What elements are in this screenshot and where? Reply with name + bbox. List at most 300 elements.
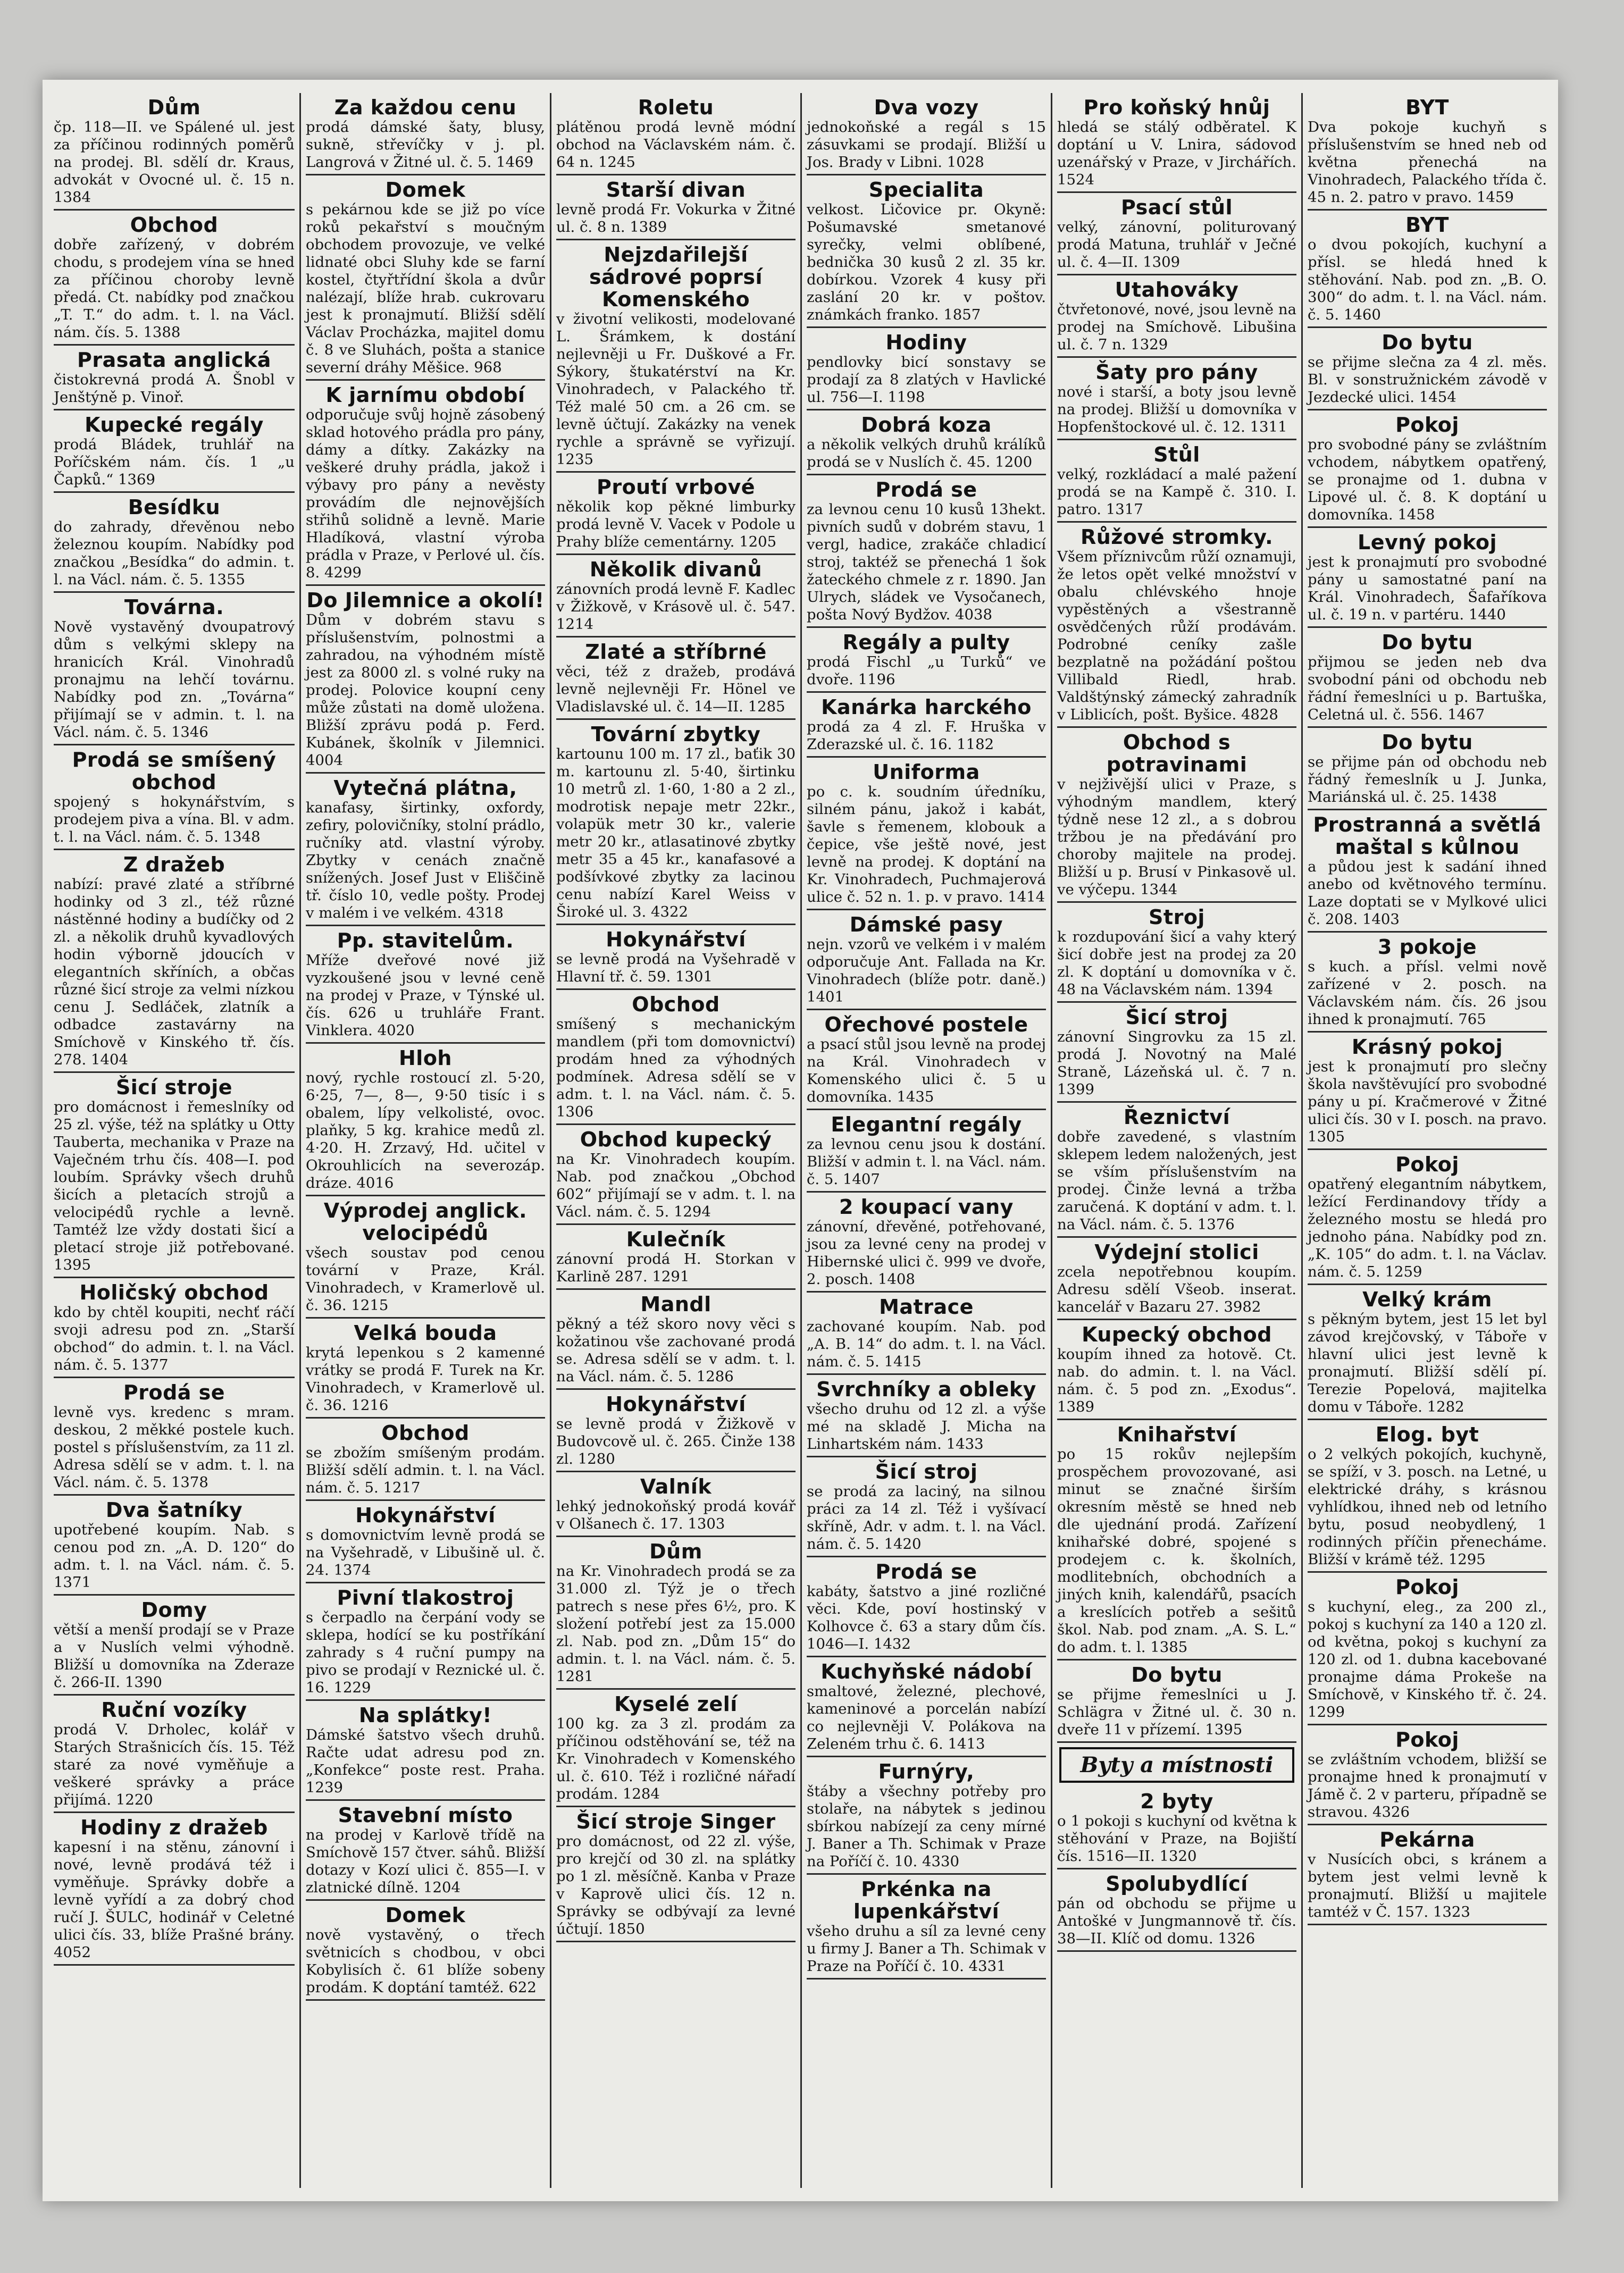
ad-text: za levnou cenu jsou k dostání. Bližší v admin t. l. na Václ. nám. č. 5. 1407 [807,1136,1046,1188]
classified-ad [1308,1725,1547,1825]
ad-text: zcela nepotřebnou koupím. Adresu sdělí Všeob. inserat. kancelář v Bazaru 27. 3982 [1057,1263,1296,1315]
ad-heading: Utahováky [1115,278,1239,301]
ad-heading: Hokynářství [606,928,746,951]
ad-text: na Kr. Vinohradech prodá se za 31.000 zl. Týž je o třech patrech s nese přes 6½, pro. K složení potřebí jest za 15.000 zl. Nab. pod zn. „Dům 15“ do admin. t. l. na Václ. nám. č. 5. 1281 [556,1563,796,1685]
ad-text: o dvou pokojích, kuchyní a přísl. se hledá hned k stěhování. Nab. pod zn. „B. O. 300“ do adm. t. l. na Václ. nám. č. 5. 1460 [1308,236,1547,323]
ad-heading: BYT [1405,213,1449,237]
classified-ad [807,475,1046,628]
ad-text: krytá lepenkou s 2 kamenné vrátky se prodá F. Turek na Kr. Vinohradech, v Kramerlově ul. č. 36. 1216 [306,1344,545,1414]
ad-heading: Továrna. [124,595,224,619]
ad-text: kartounu 100 m. 17 zl., baťik 30 m. kartounu zl. 5·40, širtinku 10 metrů zl. 1·60, 1·80 a 2 zl., modrotisk nepaje metr 22kr., volapük metr 30 kr., valerie metr 20 kr., atlasatinové zbytky metr 35 a 45 kr., kanafasové a podšívkové zbytky za lacinou cenu nabízí Karel Weiss v Široké ul. 3. 4322 [556,745,796,920]
ad-text: opatřený elegantním nábytkem, ležící Ferdinandovy třídy a železného mostu se hledá pro jednoho pána. Nabídky pod zn. „K. 105“ do adm. t. l. na Václav. nám. č. 5. 1259 [1308,1176,1547,1280]
ad-text: o 1 pokoji s kuchyní od května k stěhování v Praze, na Bojiští čís. 1516—II. 1320 [1057,1813,1296,1865]
ad-text: levně prodá Fr. Vokurka v Žitné ul. č. 8 n. 1389 [556,201,796,236]
ad-heading: Hloh [399,1046,452,1070]
classified-ad [1057,1420,1296,1660]
ad-text: jednokoňské a regál s 15 zásuvkami se prodají. Bližší u Jos. Brady v Libni. 1028 [807,119,1046,171]
classified-ad [54,410,295,493]
classified-ad [306,1583,545,1701]
classified-columns [49,93,1552,2188]
ad-heading: Hokynářství [355,1504,496,1527]
ad-text: Nově vystavěný dvoupatrový dům s velkými sklepy na hranicích Král. Vinohradů pronajmu na lehčí továrnu. Nabídky pod zn. „Továrna“ přijímají se v admin. t. l. na Václ. nám. č. 5. 1346 [54,618,295,741]
ad-heading: Šaty pro pány [1095,360,1258,384]
classified-ad [54,850,295,1073]
column-4 [800,93,1051,2188]
ad-heading: 2 koupací vany [839,1195,1014,1219]
classified-ad [306,1801,545,1901]
ad-text: prodá V. Drholec, kolář v Starých Strašnicích čís. 15. Též staré za nové vyměňuje a veškeré správky a práce přijímá. 1220 [54,1721,295,1808]
ad-text: velkost. Ličovice pr. Okyně: Pošumavské smetanové syrečky, velmi oblíbené, bednička 30 kusů 2 zl. 35 kr. dobírkou. Vzorek 4 kusy při zaslání 20 kr. v poštov. známkách franko. 1857 [807,201,1046,323]
classified-ad [556,240,796,473]
ad-heading: Výprodej anglick. velocipédů [323,1199,528,1245]
ad-text: a půdou jest k sadání ihned anebo od květnového termínu. Laze doptati se v Mylkové ulici č. 208. 1403 [1308,858,1547,928]
ad-text: Dva pokoje kuchyň s příslušenstvím se hned neb od května přenechá na Vinohradech, Palackého třída č. 45 n. 2. patro v pravo. 1459 [1308,119,1547,206]
ad-text: o 2 velkých pokojích, kuchyně, se spíží, v 3. posch. na Letné, u elektrické dráhy, s krásnou vyhlídkou, ihned neb od letního bytu, posud neobydlený, 1 rodinných příčin přenecháme. Bližší v krámě též. 1295 [1308,1446,1547,1568]
classified-ad [556,175,796,240]
ad-text: věci, též z dražeb, prodává levně nejlevněji Fr. Hönel ve Vladislavské ul. č. 14—II. 1285 [556,663,796,715]
classified-ad [807,1875,1046,1980]
ad-heading: Pp. stavitelům. [337,929,514,952]
ad-text: hledá se stálý odběratel. K doptání u V. Lnira, sádovod uzenářský v Praze, v Jirchářích. 1524 [1057,119,1296,188]
classified-ad [1057,903,1296,1003]
ad-heading: Kuchyňské nádobí [821,1660,1032,1683]
ad-heading: Dobrá koza [861,413,992,437]
ad-heading: Kupecké regály [85,413,264,437]
newspaper-page [43,80,1558,2201]
column-6 [1301,93,1552,2188]
ad-text: upotřebené koupím. Nab. s cenou pod zn. „A. D. 120“ do adm. t. l. na Václ. nám. č. 5. 1371 [54,1521,295,1591]
ad-text: odporučuje svůj hojně zásobený sklad hotového prádla pro pány, dámy a dítky. Zakázky na veškeré druhy prádla, jakož i výbavy pro pány a nevěsty provádím dle nejnovějších střihů solidně a levně. Marie Hladíková, vlastní výroba prádla v Praze, v Perlové ul. čís. 8. 4299 [306,406,545,581]
ad-text: spojený s hokynářstvím, s prodejem piva a vína. Bl. v adm. t. l. na Václ. nám. č. 5. 1348 [54,793,295,845]
ad-heading: Výdejní stolici [1094,1240,1259,1264]
ad-text: kabáty, šatstvo a jiné rozličné věci. Kde, poví hostinský v Kolhovce č. 63 a stary dům čís. 1046—I. 1432 [807,1583,1046,1653]
classified-ad [1057,1869,1296,1952]
ad-text: zánovní Singrovku za 15 zl. prodá J. Novotný na Malé Straně, Lázeňská ul. č. 7 n. 1399 [1057,1028,1296,1098]
classified-ad [807,1293,1046,1375]
classified-ad [1057,728,1296,903]
classified-ad [807,93,1046,175]
classified-ad [1057,1003,1296,1103]
ad-text: na prodej v Karlově třídě na Smíchově 157 čtver. sáhů. Bližší dotazy v Kozí ulici č. 855—I. v zlatnické dílně. 1204 [306,1826,545,1896]
classified-ad [54,745,295,850]
classified-ad [807,1457,1046,1557]
classified-ad [306,175,545,381]
ad-text: se přijme řemeslníci u J. Schlägra v Žitné ul. č. 30 n. dveře 11 v přízemí. 1395 [1057,1686,1296,1738]
ad-heading: Dámské pasy [849,913,1003,936]
ad-heading: Nejzdařilejší sádrové poprsí Komenského [589,243,763,311]
ad-text: se zvláštním vchodem, bližší se pronajme hned k pronajmutí v Jámě č. 2 v parteru, případně se stravou. 4326 [1308,1751,1547,1821]
ad-heading: Uniforma [873,760,980,784]
ad-heading: Za každou cenu [334,96,517,119]
ad-text: se prodá za laciný, na silnou práci za 14 zl. Též i vyšívací skříně, Adr. v adm. t. l. na Václ. nám. č. 5. 1420 [807,1483,1046,1553]
ad-text: se přijme slečna za 4 zl. měs. Bl. v sonstružnickém závodě v Jezdecké ulici. 1454 [1308,354,1547,406]
classified-ad [556,925,796,990]
ad-text: pán od obchodu se přijme u Antošké v Jungmannově tř. čís. 38—II. Klíč od domu. 1326 [1057,1895,1296,1947]
classified-ad [556,1290,796,1390]
classified-ad [1308,628,1547,728]
classified-ad [556,720,796,925]
classified-ad [807,1193,1046,1293]
ad-heading: Ořechové postele [824,1013,1028,1036]
ad-text: a několik velkých druhů králíků prodá se v Nuslích č. 45. 1200 [807,436,1046,471]
ad-heading: Prkénka na lupenkářství [853,1877,1000,1923]
ad-text: všecho druhu od 12 zl. a výše mé na skladě J. Micha na Linhartském nám. 1433 [807,1400,1046,1453]
ad-text: zánovní, dřevěné, potřehované, jsou za levné ceny na prodej v Hibernské ulici č. 999 ve dvoře, 2. posch. 1408 [807,1218,1046,1288]
classified-ad [807,1557,1046,1657]
classified-ad [556,1225,796,1290]
ad-heading: Kulečník [626,1228,726,1251]
ad-text: k rozdupování šicí a vahy který šicí dobře jest na prodej za 20 zl. K doptání u domovníka v č. 48 na Václavském nám. 1394 [1057,928,1296,998]
classified-ad [556,638,796,720]
ad-heading: Šicí stroj [875,1460,978,1483]
ad-text: nový, rychle rostoucí zl. 5·20, 6·25, 7—, 8—, 9·50 tisíc i s obalem, lípy velkolisté, ovoc. plaňky, 5 kg. krahice medů zl. 4·20. H. Zrzavý, Hd. učitel v Okrouhlicích na severozáp. dráze. 4016 [306,1069,545,1192]
ad-text: velký, zánovní, politurovaný prodá Matuna, truhlář v Ječné ul. č. 4—II. 1309 [1057,219,1296,271]
section-banner: Byty a místnosti [1059,1747,1294,1783]
ad-heading: Do bytu [1382,731,1473,754]
classified-ad [807,1757,1046,1875]
ad-text: nabízí: pravé zlaté a stříbrné hodinky od 3 zl., též různé nástěnné hodiny a budíčky od 2 zl. a několik druhů kyvadlových hodin výborně jdoucích v elegantních skříních, a občas různé šicí stroje za velmi nízkou cenu J. Sedláček, zlatník a odbadce zastavárny na Smíchově v Kinského tř. čís. 278. 1404 [54,876,295,1068]
classified-ad [807,1010,1046,1110]
ad-heading: Furnýry, [878,1760,975,1783]
ad-text: koupím ihned za hotově. Ct. nab. do admin. t. l. na Václ. nám. č. 5 pod zn. „Exodus“. 1389 [1057,1346,1296,1415]
ad-text: se levně prodá v Žižkově v Budovcově ul. č. 265. Činže 138 zl. 1280 [556,1415,796,1467]
ad-text: čtvřetonové, nové, jsou levně na prodej na Smíchově. Libušina ul. č. 7 n. 1329 [1057,301,1296,353]
ad-text: se přijme pán od obchodu neb řádný řemeslník u J. Junka, Mariánská ul. č. 25. 1438 [1308,753,1547,806]
ad-heading: Prodá se [123,1381,225,1404]
classified-ad [556,555,796,638]
classified-ad [807,1375,1046,1457]
ad-text: kdo by chtěl koupiti, nechť ráčí svoji adresu pod zn. „Starší obchod“ do admin. t. l. na Václ. nám. č. 5. 1377 [54,1304,295,1373]
ad-heading: Prasata anglická [77,348,271,372]
ad-heading: Hodiny [885,331,967,354]
classified-ad [54,1696,295,1813]
ad-text: s pekárnou kde se již po více roků pekařství s moučným obchodem provozuje, ve velké lidnaté obci Sluhy kde se farní kostel, čtyřtřídní škola a dvůr nalézají, blíže hrab. cukrovaru jest k pronajmutí. Bližší sdělí Václav Procházka, majitel domu č. 8 ve Sluhách, pošta a stanice severní dráhy Měšice. 968 [306,201,545,376]
column-3 [550,93,800,2188]
classified-ad [1057,358,1296,440]
ad-heading: Proutí vrbové [596,475,756,499]
classified-ad [306,381,545,586]
classified-ad [556,1807,796,1942]
ad-heading: Roletu [638,96,714,119]
classified-ad [556,1390,796,1472]
ad-heading: Dva šatníky [105,1498,243,1522]
classified-ad [556,1472,796,1537]
ad-text: jest k pronajmutí pro slečny škola navštěvující pro svobodné pány u pí. Kračmerové v Žitné ulici čís. 30 v I. posch. na pravo. 1305 [1308,1058,1547,1145]
ad-heading: K jarnímu období [325,383,525,407]
column-2 [299,93,550,2188]
classified-ad [807,910,1046,1010]
ad-heading: Hodiny z dražeb [80,1816,268,1839]
ad-heading: Psací stůl [1120,196,1233,219]
classified-ad [1057,193,1296,275]
ad-text: a psací stůl jsou levně na prodej na Král. Vinohradech v Komenského ulici č. 5 u domovníka. 1435 [807,1036,1046,1105]
ad-text: smíšený s mechanickým mandlem (při tom domovnictví) prodám hned za výhodných podmínek. Adresa sdělí se v adm. t. l. na Václ. nám. č. 5. 1306 [556,1016,796,1120]
ad-text: v nejživější ulici v Praze, s výhodným mandlem, který týdně nese 12 zl., a s dobrou tržbou je na předávání pro choroby majitele na prodej. Bližší u p. Brusí v Pinkasově ul. ve výčepu. 1344 [1057,776,1296,898]
ad-text: s domovnictvím levně prodá se na Vyšehradě, v Libušině ul. č. 24. 1374 [306,1526,545,1579]
ad-heading: Domek [385,1903,466,1927]
classified-ad [1057,440,1296,523]
classified-ad [306,93,545,175]
ad-heading: Obchod [130,213,219,237]
classified-ad [1308,1573,1547,1725]
classified-ad [1308,211,1547,328]
ad-text: s kuch. a přísl. velmi nově zařízené v 2. posch. na Václavském nám. čís. 26 jsou ihned k pronajmutí. 765 [1308,958,1547,1028]
ad-text: několik kop pěkné limburky prodá levně V. Vacek v Podole u Prahy blíže cementárny. 1205 [556,498,796,550]
ad-heading: Pokoj [1395,1153,1459,1176]
ad-heading: Domy [141,1598,207,1622]
classified-ad [306,774,545,926]
classified-ad [556,473,796,555]
ad-heading: Ruční vozíky [101,1698,247,1722]
ad-heading: Kupecký obchod [1082,1323,1272,1346]
ad-text: prodá dámské šaty, blusy, sukně, střevíčky v j. pl. Langrová v Žitné ul. č. 5. 1469 [306,119,545,171]
ad-heading: Stroj [1149,905,1205,929]
ad-text: prodá Bládek, truhlář na Poříčském nám. čís. 1 „u Čapků.“ 1369 [54,436,295,488]
classified-ad [807,410,1046,475]
classified-ad [54,211,295,346]
ad-text: za levnou cenu 10 kusů 13hekt. pivních sudů v dobrém stavu, 1 vergl, hadice, zrakáče chladicí stroj, taktéž se přenechá 1 šok žateckého chmele z r. 1890. Jan Ulrych, sládek ve Vysočanech, pošta Nový Bydžov. 4038 [807,501,1046,623]
classified-ad [306,1044,545,1196]
ad-heading: Domek [385,178,466,202]
classified-ad [54,1378,295,1496]
ad-heading: Obchod s potravinami [1106,731,1248,776]
ad-text: do zahrady, dřevěnou nebo železnou koupím. Nabídky pod značkou „Besídka“ do admin. t. l. na Václ. nám. č. 5. 1355 [54,518,295,588]
classified-ad [306,586,545,774]
ad-heading: Řeznictví [1123,1105,1230,1129]
ad-text: nové i starší, a boty jsou levně na prodej. Bližší u domovníka v Hopfenštockové ul. č. 12. 1311 [1057,383,1296,435]
classified-ad [556,1125,796,1225]
ad-text: dobře zařízený, v dobrém chodu, s prodejem vína se hned za příčinou choroby levně předá. Ct. nabídky pod značkou „T. T.“ do adm. t. l. na Václ. nám. čís. 5. 1388 [54,236,295,341]
ad-heading: Svrchníky a obleky [816,1378,1036,1401]
classified-ad [1057,1103,1296,1238]
ad-text: Mříže dveřové nové již vyzkoušené jsou v levné ceně na prodej v Praze, v Týnské ul. čís. 626 u truhláře Frant. Vinklera. 4020 [306,952,545,1039]
classified-ad [54,493,295,593]
ad-heading: Prostranná a světlá maštal s kůlnou [1313,813,1542,859]
ad-text: nejn. vzorů ve velkém i v malém odporučuje Ant. Fallada na Kr. Vinohradech (blíže potr. daně.) 1401 [807,936,1046,1005]
classified-ad [54,1278,295,1378]
classified-ad [556,990,796,1125]
classified-ad [1308,933,1547,1033]
ad-text: zánovních prodá levně F. Kadlec v Žižkově, v Krásově ul. č. 547. 1214 [556,581,796,633]
ad-text: plátěnou prodá levně módní obchod na Václavském nám. č. 64 n. 1245 [556,119,796,171]
ad-heading: Regály a pulty [842,631,1010,654]
ad-text: pendlovky bicí sonstavy se prodají za 8 zlatých v Havlické ul. 756—I. 1198 [807,354,1046,406]
ad-heading: Stůl [1153,443,1200,466]
ad-heading: Dům [147,96,201,119]
ad-heading: Valník [640,1475,712,1498]
classified-ad [807,1110,1046,1193]
classified-ad [54,593,295,745]
classified-ad [306,1701,545,1801]
ad-heading: Obchod [632,993,720,1016]
ad-heading: Šicí stroje [115,1076,233,1099]
classified-ad [556,1690,796,1807]
ad-heading: Levný pokoj [1358,531,1497,554]
classified-ad [1308,1285,1547,1420]
ad-text: s kuchyní, eleg., za 200 zl., pokoj s kuchyní za 140 a 120 zl. od května, pokoj s kuchyní za 120 zl. od 1. dubna kacebované pronajme dáma Prokeše na Smíchově, v Kinského tř. č. 24. 1299 [1308,1598,1547,1721]
ad-text: přijmou se jeden neb dva svobodní páni od obchodu neb řádní řemeslníci u p. Bartuška, Celetná ul. č. 556. 1467 [1308,653,1547,723]
ad-heading: Stavební místo [338,1804,513,1827]
classified-ad [1308,328,1547,410]
ad-heading: Kyselé zelí [614,1692,738,1716]
ad-heading: Z dražeb [123,853,225,876]
ad-text: pro svobodné pány se zvláštním vchodem, nábytkem opatřený, se pronajme od 1. dubna v Lipové ul. č. 8. K doptání u domovníka. 1458 [1308,436,1547,523]
ad-text: zachované koupím. Nab. pod „A. B. 14“ do adm. t. l. na Václ. nám. č. 5. 1415 [807,1318,1046,1370]
ad-heading: Holičský obchod [79,1281,269,1304]
ad-heading: Tovární zbytky [591,723,761,746]
ad-heading: Dům [649,1540,702,1563]
classified-ad [807,175,1046,328]
classified-ad [54,1596,295,1696]
ad-text: po c. k. soudním úředníku, silném pánu, jakož i kabát, šavle s řemenem, klobouk a čepice, vše ještě nové, jest levně na prodej. K doptání na Kr. Vinohradech, Puchmajerová ulice č. 52 n. 1. p. v pravo. 1414 [807,783,1046,905]
ad-heading: Pokoj [1395,1575,1459,1599]
ad-heading: Matrace [879,1295,974,1319]
ad-heading: Knihařství [1117,1423,1237,1446]
ad-heading: Zlaté a stříbrné [585,640,767,664]
classified-ad [306,1196,545,1319]
ad-text: v životní velikosti, modelované L. Šrámkem, k dostání nejlevněji u Fr. Duškové a Fr. Sýkory, štukatérství na Kr. Vinohradech, v Palackého tř. Též malé 50 cm. a 26 cm. se levně účtují. Zakázky na venek rychle a správně se vyřizují. 1235 [556,311,796,468]
ad-text: kanafasy, širtinky, oxfordy, zefiry, polovičníky, stolní prádlo, ručníky atd. vlastní výroby. Zbytky v cenách značně snížených. Josef Just v Eliščině tř. číslo 10, vedle pošty. Prodej v malém i ve velkém. 4318 [306,799,545,921]
ad-heading: Prodá se [875,478,977,501]
ad-text: dobře zavedené, s vlastním sklepem ledem naložených, jest se vším příslušenstvím na prodej. Činže levná a tržba zaručená. K doptání v adm. t. l. na Václ. nám. č. 5. 1376 [1057,1128,1296,1233]
ad-text: prodá Fischl „u Turků“ ve dvoře. 1196 [807,653,1046,688]
ad-text: s pěkným bytem, jest 15 let byl závod krejčovský, v Táboře v hlavní ulici jest levně k pronajmutí. Bližší sdělí pí. Terezie Popelová, majitelka domu v Táboře. 1282 [1308,1311,1547,1415]
ad-text: prodá za 4 zl. F. Hruška v Zderazské ul. č. 16. 1182 [807,718,1046,753]
ad-heading: Mandl [640,1293,711,1316]
ad-heading: Pro koňský hnůj [1083,96,1270,119]
classified-ad [1308,410,1547,528]
ad-heading: Pokoj [1395,413,1459,437]
classified-ad [1057,1238,1296,1320]
ad-text: pro domácnost, od 22 zl. výše, pro krejčí od 30 zl. na splátky po 1 zl. měsíčně. Kanba v Praze v Kaprově ulici čís. 12 n. Správky se odbývají za levné účtují. 1850 [556,1833,796,1937]
ad-heading: Starší divan [606,178,746,202]
classified-ad [306,1901,545,2001]
ad-heading: 2 byty [1140,1790,1213,1813]
column-5 [1051,93,1301,2188]
classified-ad [306,1319,545,1419]
classified-ad [306,926,545,1044]
ad-heading: Dva vozy [874,96,979,119]
ad-text: se levně prodá na Vyšehradě v Hlavní tř. č. 59. 1301 [556,951,796,985]
ad-text: Dámské šatstvo všech druhů. Račte udat adresu pod zn. „Konfekce“ poste rest. Praha. 1239 [306,1726,545,1796]
ad-heading: Specialita [868,178,984,202]
classified-ad [306,1419,545,1501]
ad-heading: Šicí stroj [1125,1005,1228,1029]
classified-ad [1308,1420,1547,1573]
classified-ad [807,758,1046,910]
classified-ad [1308,1150,1547,1285]
ad-text: se zbožím smíšeným prodám. Bližší sdělí admin. t. l. na Václ. nám. č. 5. 1217 [306,1444,545,1496]
classified-ad [54,1073,295,1278]
ad-text: Všem příznivcům růží oznamuji, že letos opět velké množství v obalu chlévského hnoje vypěstěných a všestranně osvědčených růží prodávám. Podrobné ceníky zašle bezplatně na požádání poštou Villibald Riedl, hrab. Valdštýnský zámecký zahradník v Liblicích, pošt. Byšice. 4828 [1057,548,1296,723]
ad-heading: Besídku [128,496,221,519]
classified-ad [1308,728,1547,810]
ad-text: zánovní prodá H. Storkan v Karlině 287. 1291 [556,1251,796,1285]
ad-heading: Růžové stromky. [1080,525,1274,549]
classified-ad [54,93,295,211]
ad-text: kapesní i na stěnu, zánovní i nové, levně prodává též i vyměňuje. Správky dobře a levně vyřídí a za dobrý chod ručí J. ŠULC, hodinář v Celetné ulici čís. 33, blíže Prašné brány. 4052 [54,1839,295,1961]
classified-ad [54,1496,295,1596]
ad-text: po 15 rokův nejlepším prospěchem provozované, asi minut se značné širším okresním městě se hned neb dle ujednání prodá. Zařízení knihařské dobré, spojené s prodejem c. k. školních, modlitebních, obchodních a jiných knih, kalendářů, psacích a kreslících potřeb a sešitů škol. Nab. pod znam. „A. S. L.“ do adm. t. l. 1385 [1057,1446,1296,1656]
ad-heading: 3 pokoje [1377,935,1477,959]
ad-text: s čerpadlo na čerpání vody se sklepa, hodící se ku postříkání zahrady s 4 ruční pumpy na pivo se prodají v Reznické ul. č. 16. 1229 [306,1609,545,1696]
column-1 [49,93,299,2188]
classified-ad [556,93,796,175]
classified-ad [807,628,1046,693]
classified-ad [54,346,295,410]
ad-heading: Velký krám [1362,1288,1492,1311]
ad-text: pro domácnost i řemeslníky od 25 zl. výše, též na splátky u Otty Tauberta, mechanika v Praze na Vaječném trhu čís. 408—I. pod loubím. Správky všech druhů šicích a pletacích strojů a velocipédů rychle a levně. Tamtéž lze vždy dostati šicí a pletací stroje již potřebované. 1395 [54,1098,295,1273]
classified-ad [556,1537,796,1690]
ad-text: lehký jednokoňský prodá kovář v Olšanech č. 17. 1303 [556,1498,796,1532]
ad-heading: Do bytu [1382,631,1473,654]
classified-ad [306,1501,545,1583]
classified-ad [807,328,1046,410]
ad-text: jest k pronajmutí pro svobodné pány u samostatné paní na Král. Vinohradech, Šafaříkova ul. č. 19 n. v partéru. 1440 [1308,553,1547,623]
ad-heading: Pokoj [1395,1728,1459,1751]
ad-text: všech soustav pod cenou tovární v Praze, Král. Vinohradech, v Kramerlově ul. č. 36. 1215 [306,1244,545,1314]
classified-ad [1057,93,1296,193]
ad-text: levně vys. kredenc s mram. deskou, 2 měkké postele kuch. postel s příslušenstvím, za 11 zl. Adresa sdělí se v adm. t. l. na Václ. nám. č. 5. 1378 [54,1404,295,1491]
ad-heading: Krásný pokoj [1351,1035,1503,1059]
ad-text: smaltové, železné, plechové, kameninové a porcelán nabízí co nejlevněji V. Polákova na Zeleném trhu č. 6. 1413 [807,1683,1046,1752]
classified-ad [1057,1787,1296,1869]
ad-heading: Do bytu [1382,331,1473,354]
ad-text: Dům v dobrém stavu s příslušenstvím, polnostmi a zahradou, na výhodném místě jest za 8000 zl. s volné ruky na prodej. Polovice koupní ceny může zůstati na domě uložena. Bližší zprávu podá p. Ferd. Kubánek, školník v Jilemnici. 4004 [306,611,545,769]
ad-heading: Několik divanů [589,558,763,581]
ad-heading: Prodá se [875,1560,977,1583]
ad-text: větší a menší prodají se v Praze a v Nuslích velmi výhodně. Bližší u domovníka na Zderaze č. 266-II. 1390 [54,1621,295,1691]
ad-text: štáby a všechny potřeby pro stolaře, na nábytek s jedinou sbírkou nabízejí za ceny mírné J. Baner a Th. Schimak v Praze na Poříčí č. 10. 4330 [807,1783,1046,1870]
classified-ad [1057,1320,1296,1420]
classified-ad [1057,523,1296,728]
ad-heading: Elegantní regály [831,1113,1022,1136]
ad-heading: Elog. byt [1375,1423,1479,1446]
ad-heading: Hokynářství [606,1393,746,1416]
classified-ad [54,1813,295,1966]
ad-text: velký, rozkládací a malé pažení prodá se na Kampě č. 310. I. patro. 1317 [1057,466,1296,518]
classified-ad [1308,528,1547,628]
ad-heading: Prodá se smíšený obchod [72,748,277,794]
ad-heading: Šicí stroje Singer [576,1810,776,1833]
ad-text: čp. 118—II. ve Spálené ul. jest za příčinou rodinných poměrů na prodej. Bl. sdělí dr. Kraus, advokát v Ovocné ul. č. 15 n. 1384 [54,119,295,206]
classified-ad [1057,1660,1296,1743]
classified-ad [807,1657,1046,1757]
classified-ad [807,693,1046,758]
ad-heading: Pekárna [1379,1828,1475,1851]
ad-text: 100 kg. za 3 zl. prodám za příčinou odstěhování se, též na Kr. Vinohradech v Komenského ul. č. 610. Též i rozličné nářadí prodám. 1284 [556,1715,796,1802]
ad-text: na Kr. Vinohradech koupím. Nab. pod značkou „Obchod 602“ přijímají se v adm. t. l. na Václ. nám. č. 5. 1294 [556,1151,796,1220]
classified-ad [1308,810,1547,933]
ad-heading: Vytečná plátna, [333,776,517,800]
classified-ad [1308,93,1547,211]
ad-heading: Obchod [381,1421,470,1445]
ad-text: nově vystavěný, o třech světnicích s chodbou, v obci Kobylisích č. 61 blíže sobeny prodám. K doptání tamtéž. 622 [306,1926,545,1996]
ad-text: v Nusících obci, s kránem a bytem jest velmi levně k pronajmutí. Bližší u majitele tamtéž v Č. 157. 1323 [1308,1851,1547,1920]
ad-heading: BYT [1405,96,1449,119]
ad-text: pěkný a též skoro novy věci s kožatinou vše zachované prodá se. Adresa sdělí se v adm. t. l. na Václ. nám. č. 5. 1286 [556,1315,796,1385]
ad-text: všeho druhu a síl za levné ceny u firmy J. Baner a Th. Schimak v Praze na Poříčí č. 10. 4331 [807,1923,1046,1975]
classified-ad [1308,1825,1547,1925]
ad-heading: Na splátky! [358,1704,492,1727]
ad-text: čistokrevná prodá A. Šnobl v Jenštýně p. Vinoř. [54,371,295,406]
ad-heading: Obchod kupecký [580,1128,772,1151]
classified-ad [1057,275,1296,358]
ad-heading: Pivní tlakostroj [337,1586,514,1609]
ad-heading: Velká bouda [354,1321,497,1345]
ad-heading: Spolubydlící [1106,1872,1248,1895]
ad-heading: Do bytu [1131,1663,1223,1687]
